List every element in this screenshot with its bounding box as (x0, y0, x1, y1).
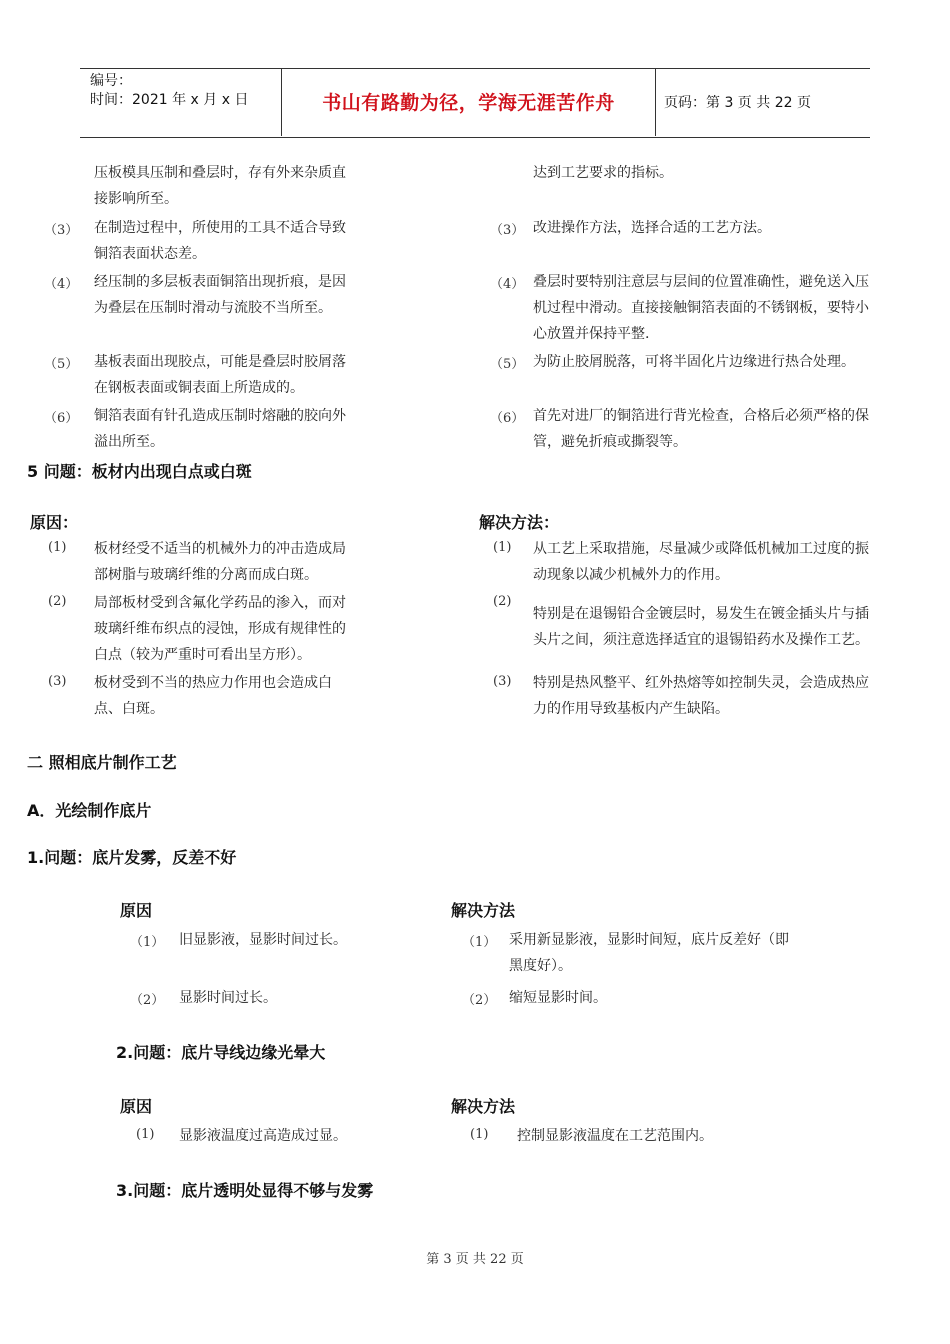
item-number: （1） (462, 935, 497, 950)
cause-item: 旧显影液，显影时间过长。 (179, 932, 347, 948)
solution-item: 控制显影液温度在工艺范围内。 (517, 1128, 713, 1144)
solution-label: 解决方法 (451, 1097, 516, 1116)
cause-item: 基板表面出现胶点，可能是叠层时胶屑落 在钢板表面或铜表面上所造成的。 (94, 354, 346, 396)
solution-item: 叠层时要特别注意层与层间的位置准确性，避免送入压 机过程中滑动。直接接触铜箔表面的不锈钢板，要特小 心放置并保持平整. (533, 274, 869, 342)
solution-item: 特别是热风整平、红外热熔等如控制失灵，会造成热应 力的作用导致基板内产生缺陷。 (533, 675, 869, 717)
header-divider (655, 68, 656, 136)
header-motto: 书山有路勤为径，学海无涯苦作舟 (322, 92, 615, 114)
solution-item: 改进操作方法，选择合适的工艺方法。 (533, 220, 771, 236)
cause-label: 原因 (120, 901, 153, 920)
item-number: (1) (493, 540, 512, 555)
header-page-number: 页码：第 3 页 共 22 页 (664, 95, 811, 111)
cause-item: 在制造过程中，所使用的工具不适合导致 铜箔表面状态差。 (94, 220, 346, 262)
header-time: 时间：2021 年 x 月 x 日 (90, 92, 249, 108)
cause-label: 原因 (120, 1097, 153, 1116)
page-footer: 第 3 页 共 22 页 (426, 1252, 524, 1267)
item-number: (1) (48, 540, 67, 555)
cause-item: 局部板材受到含氟化学药品的渗入，而对 玻璃纤维布织点的浸蚀，形成有规律性的 白点（较为严重时可看出呈方形）。 (94, 595, 346, 663)
subsection-title: A．光绘制作底片 (27, 801, 152, 820)
chapter-title: 二 照相底片制作工艺 (27, 753, 177, 772)
solution-continuation: 达到工艺要求的指标。 (533, 165, 673, 181)
item-number: （6） (490, 411, 525, 426)
cause-continuation: 压板模具压制和叠层时，存有外来杂质直 接影响所至。 (94, 165, 346, 207)
item-number: （6） (44, 411, 79, 426)
item-number: （2） (130, 993, 165, 1008)
cause-item: 板材受到不当的热应力作用也会造成白 点、白斑。 (94, 675, 332, 717)
cause-item: 板材经受不适当的机械外力的冲击造成局 部树脂与玻璃纤维的分离而成白斑。 (94, 541, 346, 583)
item-number: (2) (48, 594, 67, 609)
item-number: (3) (48, 674, 67, 689)
cause-item: 铜箔表面有针孔造成压制时熔融的胶向外 溢出所至。 (94, 408, 346, 450)
solution-item: 从工艺上采取措施，尽量减少或降低机械加工过度的振 动现象以减少机械外力的作用。 (533, 541, 869, 583)
solution-item: 特别是在退锡铅合金镀层时，易发生在镀金插头片与插 头片之间，须注意选择适宜的退锡铅药水及操作工艺。 (533, 606, 869, 648)
item-number: （3） (44, 223, 79, 238)
item-number: （1） (130, 935, 165, 950)
cause-label: 原因： (30, 513, 79, 532)
solution-item: 采用新显影液，显影时间短，底片反差好（即 黑度好）。 (509, 932, 789, 974)
solution-label: 解决方法： (479, 513, 560, 532)
item-number: (1) (136, 1127, 155, 1142)
solution-item: 缩短显影时间。 (509, 990, 607, 1006)
item-number: （5） (490, 357, 525, 372)
cause-item: 经压制的多层板表面铜箔出现折痕，是因 为叠层在压制时滑动与流胶不当所至。 (94, 274, 346, 316)
question-title: 3.问题：底片透明处显得不够与发雾 (116, 1181, 374, 1200)
cause-item: 显影液温度过高造成过显。 (179, 1128, 347, 1144)
item-number: （3） (490, 223, 525, 238)
header-code: 编号： (90, 73, 132, 89)
solution-item: 首先对进厂的铜箔进行背光检查，合格后必须严格的保 管，避免折痕或撕裂等。 (533, 408, 869, 450)
item-number: (1) (470, 1127, 489, 1142)
solution-label: 解决方法 (451, 901, 516, 920)
item-number: （5） (44, 357, 79, 372)
section-title: 5 问题：板材内出现白点或白斑 (27, 462, 252, 481)
cause-item: 显影时间过长。 (179, 990, 277, 1006)
item-number: （2） (462, 993, 497, 1008)
item-number: （4） (44, 277, 79, 292)
question-title: 2.问题：底片导线边缘光晕大 (116, 1043, 326, 1062)
item-number: (2) (493, 594, 512, 609)
question-title: 1.问题：底片发雾，反差不好 (27, 848, 237, 867)
solution-item: 为防止胶屑脱落，可将半固化片边缘进行热合处理。 (533, 354, 855, 370)
item-number: （4） (490, 277, 525, 292)
item-number: (3) (493, 674, 512, 689)
